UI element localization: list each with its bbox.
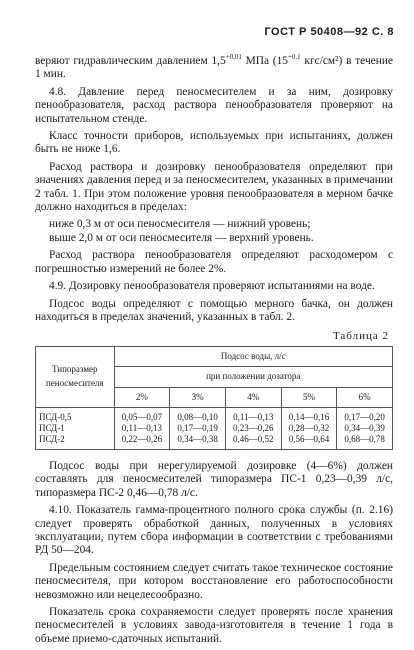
paragraph-lower-level: ниже 0,3 м от оси пеносмесителя — нижний уровень; — [49, 218, 311, 231]
table-body-row — [36, 407, 393, 449]
column-subgroup-header: при положении дозатора — [114, 367, 392, 387]
value: 0,68—0,78 — [344, 433, 385, 444]
table-water-suction — [35, 346, 393, 450]
value-cell — [170, 407, 226, 449]
page-header: ГОСТ Р 50408—92 С. 8 — [264, 26, 394, 38]
superscript: +0,01 — [225, 53, 242, 62]
paragraph-4-8: 4.8. Давление перед пеносмесителем и за ним, дозировку пенообразователя, расход раствора пенообразователя проверяют на испытательном стенде. — [35, 85, 393, 125]
column-header-type: Типоразмер пеносмесителя — [36, 346, 115, 407]
paragraph-unregulated-dosing: Подсос воды при нерегулируемой дозировке (4—6%) должен составлять для пеносмесителей типоразмера ПС-1 0,23—0,39 л/с, типоразмера ПС-2 0,46—0,78 л/с. — [35, 459, 393, 499]
paragraph-upper-level: выше 2,0 м от оси пеносмесителя — верхний уровень. — [49, 231, 314, 244]
value: 0,17—0,19 — [177, 422, 218, 433]
column-group-header: Подсос воды, л/с — [114, 346, 392, 366]
paragraph-pressure-test — [35, 55, 393, 82]
value: 0,14—0,16 — [288, 411, 330, 422]
paragraph-water-suction: Подсос воды определяют с помощью мерного бачка, он должен находиться в пределах значений, указанных в табл. 2. — [35, 297, 393, 323]
value: 0,34—0,39 — [344, 422, 385, 433]
value: 0,22—0,26 — [121, 433, 163, 444]
value: 0,11—0,13 — [233, 411, 274, 422]
text-fragment: кгс/см²) в течение 1 мин. — [35, 55, 393, 81]
text-fragment: МПа (15 — [241, 55, 288, 67]
column-header: 2% — [114, 387, 170, 407]
paragraph-flowmeter: Расход раствора пенообразователя определяют расходомером с погрешностью измерений не более 2%. — [35, 249, 393, 275]
type-name: ПСД-1 — [39, 422, 65, 433]
paragraph-4-9: 4.9. Дозировку пенообразователя проверяют испытаниями на воде. — [49, 280, 375, 293]
value-cell — [337, 407, 393, 449]
value-cell — [114, 407, 170, 449]
column-header: 6% — [337, 387, 393, 407]
value: 0,08—0,10 — [177, 411, 218, 422]
paragraph-storage-life: Показатель срока сохраняемости следует проверять после хранения пеносмесителей в условиях завода-изготовителя в течение 1 года в объеме приемо-сдаточных испытаний. — [35, 606, 393, 645]
column-header: 5% — [281, 387, 337, 407]
document-body — [35, 55, 393, 650]
paragraph-limit-state: Предельным состоянием следует считать такое техническое состояние пеносмесителя, при котором восстановление его работоспособности невозможно или нецелесообразно. — [35, 561, 393, 601]
column-header: 4% — [225, 387, 281, 407]
value: 0,28—0,32 — [288, 422, 330, 433]
superscript: +0,1 — [287, 53, 301, 62]
value: 0,23—0,26 — [233, 422, 274, 433]
column-header: 3% — [170, 387, 226, 407]
text-fragment: веряют гидравлическим давлением 1,5 — [35, 55, 226, 67]
value: 0,17—0,20 — [344, 411, 385, 422]
paragraph-flow-measure: Расход раствора и дозировку пенообразователя определяют при значениях давления перед и за пеносмесителем, указанных в примечании 2 табл. 1. При этом положение уровня пенообразователя в мерном бачке должно находиться в пределах: — [35, 160, 393, 214]
value-cell — [225, 407, 281, 449]
type-name: ПСД-0,5 — [39, 411, 72, 422]
value: 0,34—0,38 — [177, 433, 218, 444]
paragraph-accuracy-class: Класс точности приборов, используемых при испытаниях, должен быть не ниже 1,6. — [35, 130, 393, 156]
type-name: ПСД-2 — [39, 433, 65, 444]
value-cell — [281, 407, 337, 449]
table-caption: Таблица 2 — [332, 330, 389, 343]
name-cell — [36, 407, 115, 449]
value: 0,56—0,64 — [288, 433, 330, 444]
value: 0,46—0,52 — [233, 433, 274, 444]
paragraph-4-10: 4.10. Показатель гамма-процентного полного срока службы (п. 2.16) следует проверять обработкой данных, полученных в условиях эксплуатации, путем сбора информации в соответствии с требованиями РД 50—204. — [35, 504, 393, 557]
value: 0,05—0,07 — [121, 411, 163, 422]
value: 0,11—0,13 — [121, 422, 162, 433]
